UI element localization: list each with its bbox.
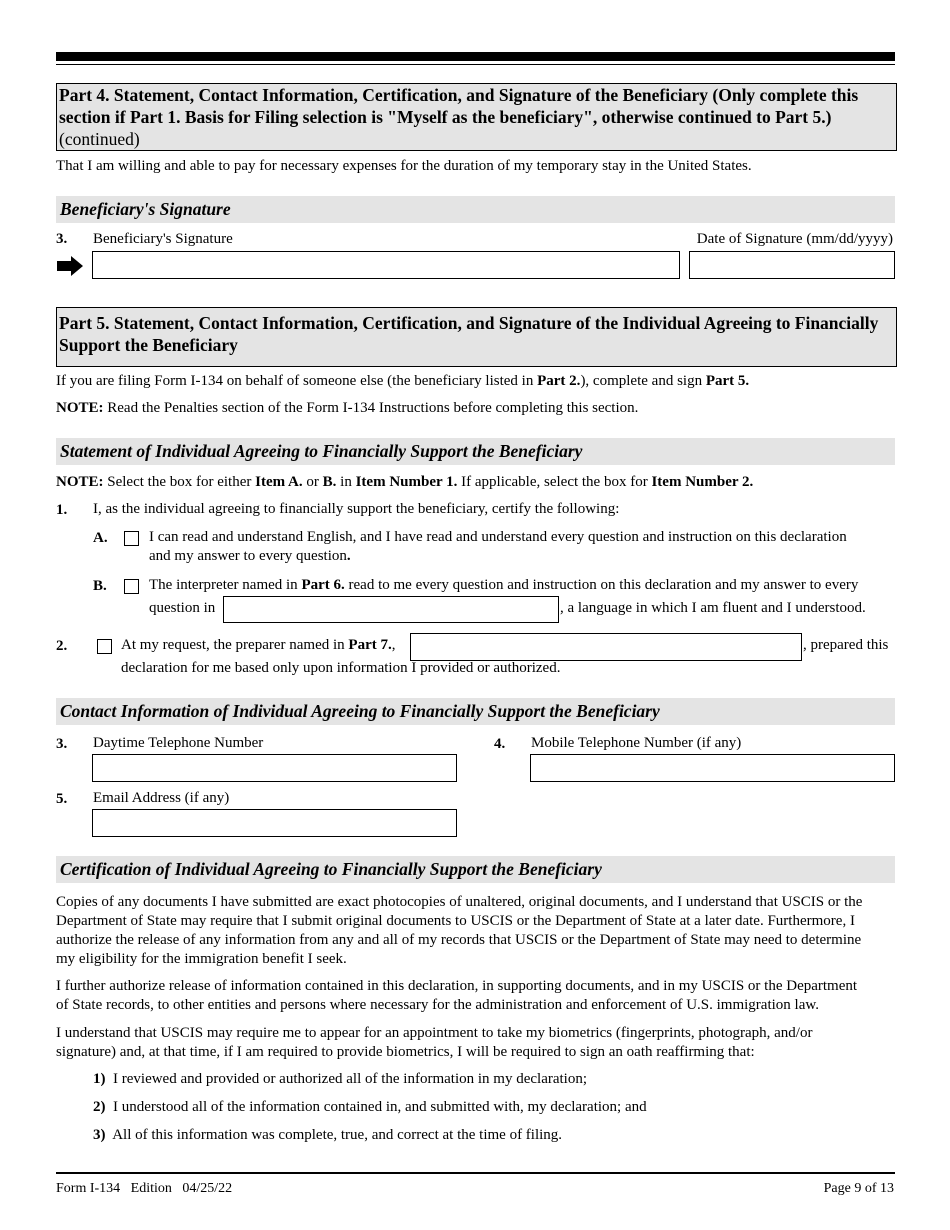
cert-paragraph-1-line-2: Department of State may require that I submit original documents to USCIS or the Department of State at a later date. Furthermore, I: [56, 913, 855, 929]
footer-form-id: Form I-134 Edition 04/25/22: [56, 1181, 233, 1196]
item1b-text-line2-suffix: , a language in which I am fluent and I understood.: [560, 600, 866, 616]
item2-checkbox[interactable]: [97, 639, 112, 654]
cert-paragraph-3-line-1: I understand that USCIS may require me to appear for an appointment to take my biometrics (fingerprints, photograph, and/or: [56, 1025, 813, 1041]
item3-number-p5: 3.: [56, 736, 68, 752]
item1-number: 1.: [56, 502, 68, 518]
statement-note: NOTE: Select the box for either Item A. or B. in Item Number 1. If applicable, select the box for Item Number 2.: [56, 474, 754, 490]
item1a-label: A.: [93, 530, 108, 546]
item1b-label: B.: [93, 578, 107, 594]
item1b-question-in: question in: [149, 600, 216, 616]
preparer-name-field[interactable]: [410, 633, 802, 661]
certification-section-title: Certification of Individual Agreeing to Financially Support the Beneficiary: [56, 856, 895, 883]
mobile-phone-label: Mobile Telephone Number (if any): [531, 735, 742, 751]
item1-text: I, as the individual agreeing to financially support the beneficiary, certify the following:: [93, 501, 620, 517]
cert-paragraph-1-line-3: authorize the release of any information from any and all of my records that USCIS or the Department of State may need to determine: [56, 932, 862, 948]
item2-suffix: , prepared this: [803, 637, 889, 653]
part5-intro: If you are filing Form I-134 on behalf of someone else (the beneficiary listed in Part 2.), complete and sign Part 5.: [56, 373, 750, 389]
daytime-phone-label: Daytime Telephone Number: [93, 735, 264, 751]
email-field[interactable]: [92, 809, 457, 837]
cert-paragraph-2-line-1: I further authorize release of information contained in this declaration, in supporting documents, and in my USCIS or the Department: [56, 978, 858, 994]
item3-number: 3.: [56, 231, 68, 247]
interpreter-language-field[interactable]: [223, 596, 559, 623]
contact-section-title: Contact Information of Individual Agreeing to Financially Support the Beneficiary: [56, 698, 895, 725]
arrow-right-icon: [57, 256, 83, 276]
item1a-checkbox[interactable]: [124, 531, 139, 546]
daytime-phone-field[interactable]: [92, 754, 457, 782]
cert-paragraph-1-line-4: my eligibility for the immigration benefit I seek.: [56, 951, 347, 967]
item1b-text-line1: The interpreter named in Part 6. read to me every question and instruction on this declaration and my answer to every: [149, 577, 859, 593]
top-thick-rule: [56, 52, 895, 61]
top-thin-rule: [56, 64, 895, 65]
oath-item: 2) I understood all of the information contained in, and submitted with, my declaration; and: [93, 1099, 647, 1115]
part5-heading: Part 5. Statement, Contact Information, Certification, and Signature of the Individual Agreeing to Financially Support the Beneficiary: [56, 307, 897, 367]
beneficiary-signature-label: Beneficiary's Signature: [93, 231, 233, 247]
item1a-text-line1: I can read and understand English, and I have read and understand every question and instruction on this declaration: [149, 529, 847, 545]
cert-paragraph-3-line-2: signature) and, at that time, if I am required to provide biometrics, I will be required to sign an oath reaffirming that:: [56, 1044, 755, 1060]
item1a-text-line2: and my answer to every question.: [149, 548, 351, 564]
statement-section-title: Statement of Individual Agreeing to Financially Support the Beneficiary: [56, 438, 895, 465]
part4-statement: That I am willing and able to pay for necessary expenses for the duration of my temporary stay in the United States.: [56, 158, 752, 174]
mobile-phone-field[interactable]: [530, 754, 895, 782]
date-of-signature-field[interactable]: [689, 251, 895, 279]
item2-number: 2.: [56, 638, 68, 654]
part4-heading: Part 4. Statement, Contact Information, Certification, and Signature of the Beneficiary (Only complete this section if Part 1. Basis for Filing selection is "Myself as the beneficiary", otherwise continued to Part 5.) (continued): [56, 83, 897, 151]
item5-number: 5.: [56, 791, 68, 807]
cert-paragraph-1-line-1: Copies of any documents I have submitted are exact photocopies of unaltered, original documents, and I understand that USCIS or the: [56, 894, 863, 910]
email-label: Email Address (if any): [93, 790, 230, 806]
item2-line2: declaration for me based only upon information I provided or authorized.: [121, 660, 561, 676]
beneficiary-signature-field[interactable]: [92, 251, 680, 279]
item4-number: 4.: [494, 736, 506, 752]
item2-text: At my request, the preparer named in Part 7.,: [121, 637, 396, 653]
oath-item: 3) All of this information was complete, true, and correct at the time of filing.: [93, 1127, 563, 1143]
cert-paragraph-2-line-2: of State records, to other entities and persons where necessary for the administration and enforcement of U.S. immigration law.: [56, 997, 819, 1013]
part5-note: NOTE: Read the Penalties section of the Form I-134 Instructions before completing this section.: [56, 400, 639, 416]
footer-rule: [56, 1172, 895, 1174]
item1b-checkbox[interactable]: [124, 579, 139, 594]
footer-page-number: Page 9 of 13: [823, 1181, 894, 1196]
date-of-signature-label: Date of Signature (mm/dd/yyyy): [696, 231, 893, 247]
oath-item: 1) I reviewed and provided or authorized all of the information in my declaration;: [93, 1071, 588, 1087]
beneficiary-signature-section-title: Beneficiary's Signature: [56, 196, 895, 223]
